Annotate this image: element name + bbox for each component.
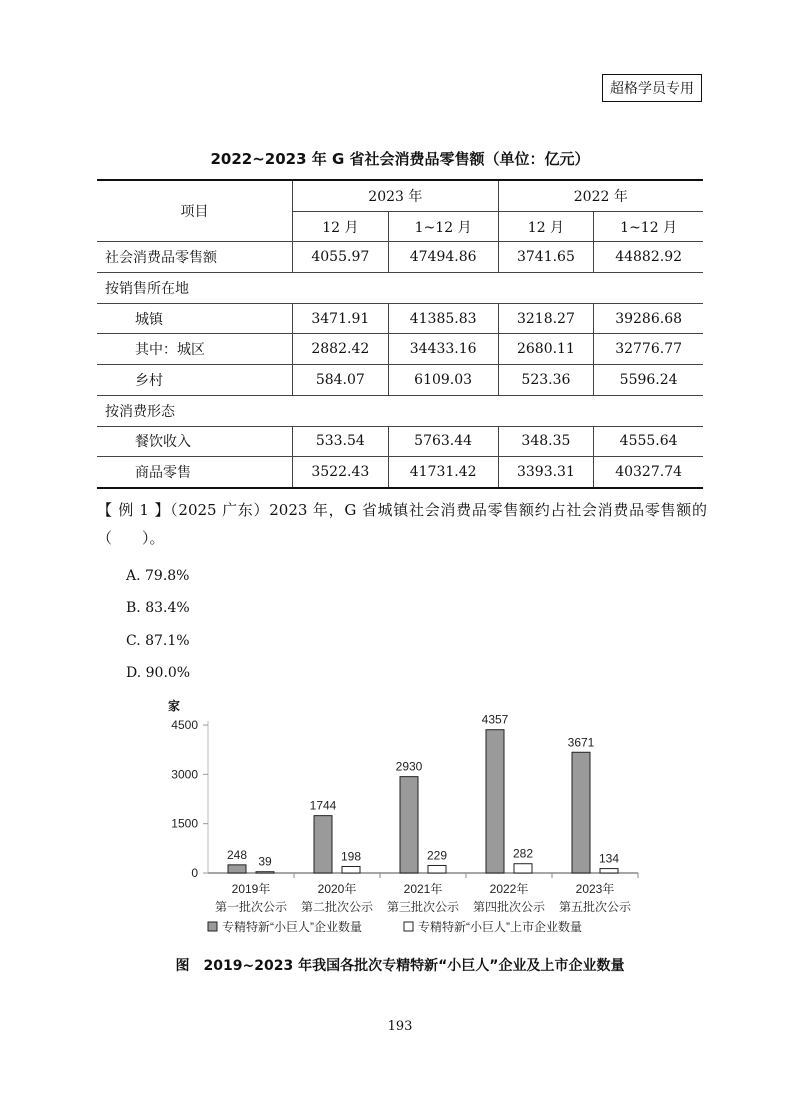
cell: 34433.16: [388, 334, 498, 365]
year-header-2023: 2023 年: [293, 180, 499, 211]
cell: 3522.43: [293, 457, 389, 488]
section-row: [97, 273, 703, 304]
x-tick-sublabel: 第四批次公示: [472, 900, 546, 914]
cell: 39286.68: [594, 303, 703, 334]
cell: 32776.77: [594, 334, 703, 365]
question-blank: （ ）。: [97, 529, 165, 547]
y-axis-unit: 家: [168, 699, 181, 713]
year-header-2022: 2022 年: [498, 180, 703, 211]
y-tick-label: 0: [191, 866, 198, 880]
cell: 2680.11: [498, 334, 594, 365]
page-number: 193: [387, 1019, 413, 1034]
sub-header: 12 月: [293, 211, 389, 242]
cell: 6109.03: [388, 365, 498, 396]
exclusive-stamp: 超格学员专用: [602, 74, 702, 102]
x-tick-sublabel: 第一批次公示: [214, 900, 288, 914]
data-label: 2930: [395, 759, 423, 774]
cell: 523.36: [498, 365, 594, 396]
table-row: [97, 242, 703, 273]
y-tick-label: 3000: [171, 767, 198, 782]
cell: 584.07: [293, 365, 389, 396]
cell: 41385.83: [388, 303, 498, 334]
row-label: 餐饮收入: [97, 426, 293, 457]
legend-swatch: [208, 922, 217, 931]
bar-enterprises: [572, 752, 590, 873]
x-tick-label: 2019年: [231, 882, 271, 896]
x-tick-sublabel: 第三批次公示: [386, 900, 460, 914]
row-label: 乡村: [97, 365, 293, 396]
data-label: 282: [512, 846, 534, 861]
cell: 44882.92: [594, 242, 703, 273]
data-label: 248: [226, 847, 248, 862]
x-tick-sublabel: 第二批次公示: [300, 900, 374, 914]
row-label: 商品零售: [97, 457, 293, 488]
cell: 3393.31: [498, 457, 594, 488]
x-tick-label: 2021年: [403, 882, 443, 896]
cell: 3741.65: [498, 242, 594, 273]
section-row: [97, 395, 703, 426]
table-row: [97, 334, 703, 365]
cell: 41731.42: [388, 457, 498, 488]
option-c[interactable]: C. 87.1%: [126, 633, 190, 649]
bar-listed: [514, 864, 532, 873]
cell: 3218.27: [498, 303, 594, 334]
legend-swatch: [404, 922, 413, 931]
section-label: 按销售所在地: [97, 273, 703, 304]
data-label: 1744: [309, 798, 337, 813]
cell: 533.54: [293, 426, 389, 457]
legend-entry: 专精特新“小巨人”上市企业数量: [418, 920, 582, 934]
cell: 40327.74: [594, 457, 703, 488]
data-label: 3671: [567, 735, 595, 750]
y-tick-label: 4500: [171, 718, 198, 732]
bar-chart: [160, 692, 660, 952]
row-label: 城镇: [97, 303, 293, 334]
cell: 348.35: [498, 426, 594, 457]
bar-listed: [256, 872, 274, 873]
option-d[interactable]: D. 90.0%: [126, 665, 191, 681]
data-label: 198: [340, 849, 362, 864]
sub-header: 1~12 月: [594, 211, 703, 242]
data-label: 4357: [481, 712, 509, 727]
chart-caption: 图 2019~2023 年我国各批次专精特新“小巨人”企业及上市企业数量: [175, 958, 625, 974]
option-a[interactable]: A. 79.8%: [126, 568, 190, 584]
table-title: 2022~2023 年 G 省社会消费品零售额（单位：亿元）: [210, 150, 590, 168]
table-row: [97, 457, 703, 488]
table-row: [97, 303, 703, 334]
row-label: 社会消费品零售额: [97, 242, 293, 273]
bar-listed: [428, 865, 446, 873]
question-stem: 【 例 1 】（2025 广东）2023 年，G 省城镇社会消费品零售额约占社会消费品零售额的: [97, 501, 707, 519]
bar-enterprises: [486, 730, 504, 873]
table-header-row: [97, 180, 703, 211]
bar-enterprises: [228, 865, 246, 873]
cell: 5763.44: [388, 426, 498, 457]
row-label: 其中：城区: [97, 334, 293, 365]
section-label: 按消费形态: [97, 395, 703, 426]
cell: 5596.24: [594, 365, 703, 396]
cell: 3471.91: [293, 303, 389, 334]
option-b[interactable]: B. 83.4%: [126, 600, 190, 616]
cell: 2882.42: [293, 334, 389, 365]
sub-header: 12 月: [498, 211, 594, 242]
x-tick-label: 2023年: [575, 882, 615, 896]
data-label: 134: [598, 851, 620, 866]
bar-listed: [600, 869, 618, 873]
legend-entry: 专精特新“小巨人”企业数量: [222, 920, 362, 934]
cell: 4555.64: [594, 426, 703, 457]
bar-enterprises: [400, 777, 418, 873]
table-row: [97, 426, 703, 457]
x-tick-sublabel: 第五批次公示: [558, 900, 632, 914]
cell: 4055.97: [293, 242, 389, 273]
data-label: 39: [258, 854, 272, 869]
table-row: [97, 365, 703, 396]
question-text: [97, 496, 707, 552]
sub-header: 1~12 月: [388, 211, 498, 242]
bar-enterprises: [314, 816, 332, 873]
x-tick-label: 2020年: [317, 882, 357, 896]
sales-table: [97, 179, 703, 489]
y-tick-label: 1500: [171, 816, 198, 831]
x-tick-label: 2022年: [489, 882, 529, 896]
bar-listed: [342, 866, 360, 873]
data-label: 229: [426, 848, 448, 863]
cell: 47494.86: [388, 242, 498, 273]
item-header: 项目: [97, 180, 293, 242]
